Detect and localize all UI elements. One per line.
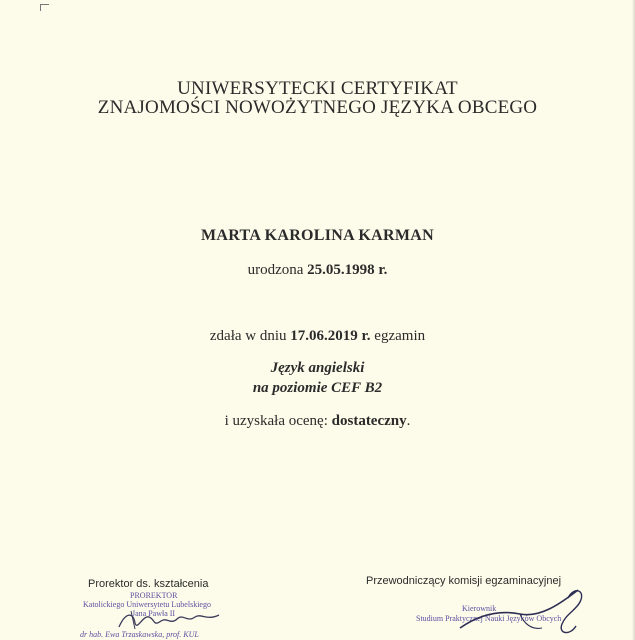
signature-right-handwriting: [450, 584, 590, 640]
language: Język angielski: [270, 360, 365, 376]
grade-value: dostateczny: [331, 413, 407, 429]
born-prefix: urodzona: [247, 262, 304, 278]
certificate-title-line2: ZNAJOMOŚCI NOWOŻYTNEGO JĘZYKA OBCEGO: [97, 97, 538, 118]
stamp-left-org2: Jana Pawła II: [132, 609, 176, 618]
stamp-left-title: PROREKTOR: [130, 591, 178, 600]
birth-date-line: [0, 262, 635, 279]
signature-block-left: [80, 575, 300, 640]
birth-date: 25.05.1998 r.: [307, 262, 388, 278]
corner-mark: [40, 4, 49, 11]
grade-line: [0, 413, 635, 430]
signature-right-role: Przewodniczący komisji egzaminacyjnej: [366, 575, 562, 587]
grade-suffix: .: [406, 413, 411, 429]
stamp-right-org: Studium Praktycznej Nauki Języków Obcych: [416, 614, 562, 623]
exam-date: 17.06.2019 r.: [290, 328, 371, 344]
exam-line: [0, 328, 635, 345]
signature-block-right: [350, 572, 590, 640]
exam-prefix: zdała w dniu: [209, 328, 287, 344]
stamp-left-org1: Katolickiego Uniwersytetu Lubelskiego: [83, 600, 211, 609]
stamp-right-title: Kierownik: [462, 604, 497, 613]
language-level: na poziomie CEF B2: [252, 380, 383, 396]
stamp-left-name: dr hab. Ewa Trzaskawska, prof. KUL: [80, 630, 199, 639]
signature-left-role: Prorektor ds. kształcenia: [88, 578, 209, 590]
exam-suffix: egzamin: [374, 328, 426, 344]
grade-prefix: i uzyskała ocenę:: [224, 413, 328, 429]
certificate-title-line1: UNIWERSYTECKI CERTYFIKAT: [177, 78, 458, 99]
holder-name: MARTA KAROLINA KARMAN: [201, 227, 434, 244]
